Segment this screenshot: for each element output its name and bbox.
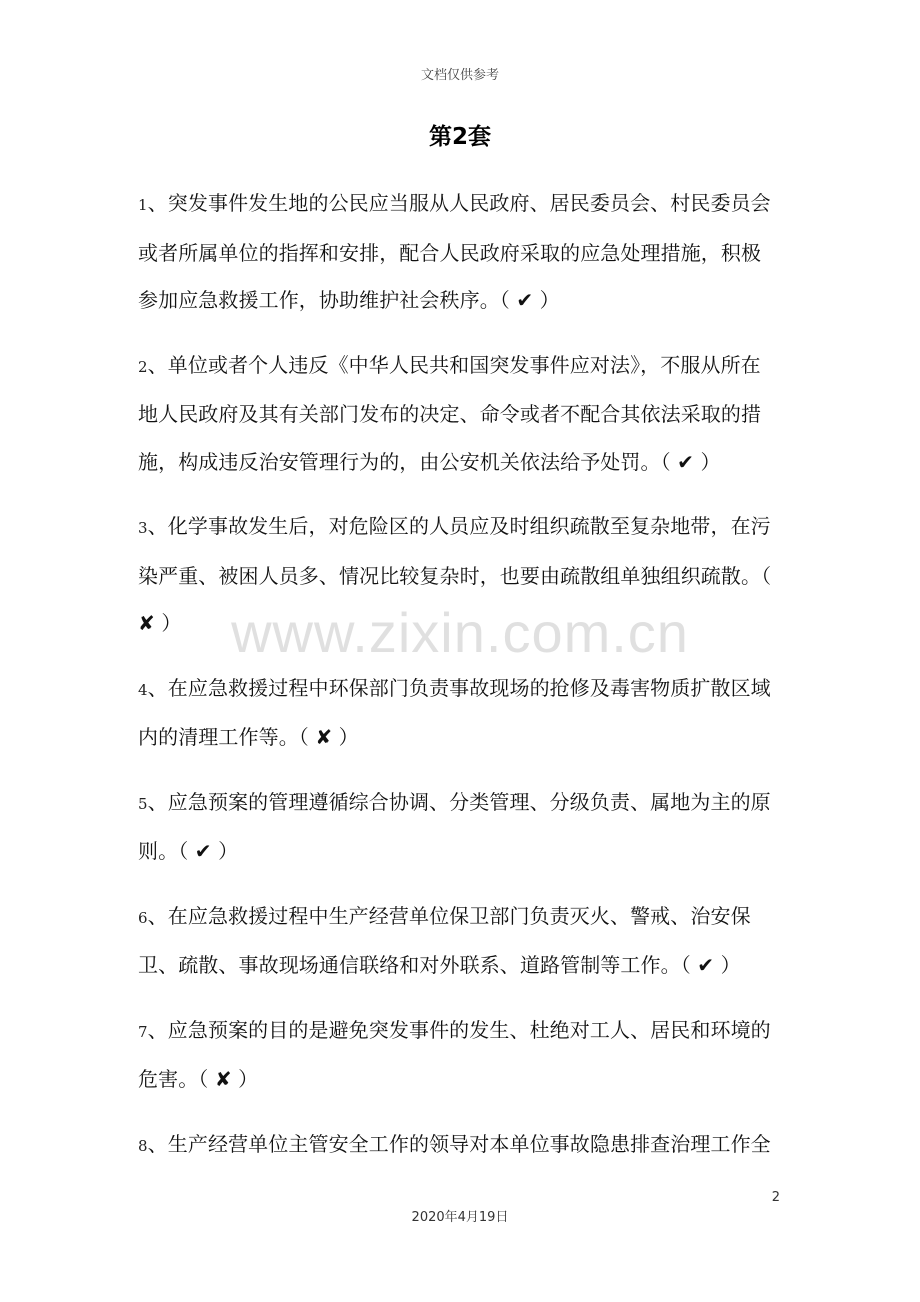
question-list <box>138 180 780 1187</box>
question-separator: 、 <box>147 1017 168 1042</box>
question-text: 应急预案的目的是避免突发事件的发生、杜绝对工人、居民和环境的危害。（ ✘ ） <box>138 1017 771 1091</box>
question-item <box>138 665 780 762</box>
question-separator: 、 <box>147 789 168 814</box>
question-text: 生产经营单位主管安全工作的领导对本单位事故隐患排查治理工作全 <box>167 1131 771 1156</box>
page-title: 第2套 <box>428 124 491 150</box>
question-separator: 、 <box>147 191 168 215</box>
page-number: 2 <box>771 1190 780 1205</box>
question-separator: 、 <box>147 903 168 928</box>
question-number: 3 <box>138 519 148 537</box>
question-text: 化学事故发生后，对危险区的人员应及时组织疏散至复杂地带，在污染严重、被困人员多、情况比较复杂时，也要由疏散组单独组织疏散。（ ✘ ） <box>138 514 772 635</box>
question-number: 6 <box>138 908 148 927</box>
question-item <box>138 1121 780 1171</box>
question-number: 5 <box>138 794 148 813</box>
question-number: 7 <box>138 1022 148 1041</box>
question-text: 在应急救援过程中生产经营单位保卫部门负责灭火、警戒、治安保卫、疏散、事故现场通信联络和对外联系、道路管制等工作。（ ✔ ） <box>138 903 751 977</box>
question-item <box>138 1007 780 1104</box>
question-item <box>138 342 780 487</box>
question-number: 4 <box>138 680 148 699</box>
question-number: 1 <box>138 196 148 214</box>
page-footer-date: 2020年4月19日 <box>411 1210 509 1225</box>
question-text: 应急预案的管理遵循综合协调、分类管理、分级负责、属地为主的原则。（ ✔ ） <box>138 789 771 863</box>
question-text: 单位或者个人违反《中华人民共和国突发事件应对法》，不服从所在地人民政府及其有关部门发布的决定、命令或者不配合其依法采取的措施，构成违反治安管理行为的，由公安机关依法给予处罚。（ ✔ ） <box>138 352 762 474</box>
question-separator: 、 <box>147 1131 168 1156</box>
question-separator: 、 <box>147 514 168 538</box>
question-separator: 、 <box>147 352 168 377</box>
question-number: 8 <box>138 1136 148 1155</box>
question-text: 突发事件发生地的公民应当服从人民政府、居民委员会、村民委员会或者所属单位的指挥和安排，配合人民政府采取的应急处理措施，积极参加应急救援工作，协助维护社会秩序。（ ✔ ） <box>138 191 771 312</box>
question-number: 2 <box>138 357 148 376</box>
question-text: 在应急救援过程中环保部门负责事故现场的抢修及毒害物质扩散区域内的清理工作等。（ ✘ ） <box>138 675 771 749</box>
question-item <box>138 503 780 648</box>
page-header: 文档仅供参考 <box>420 68 499 83</box>
question-separator: 、 <box>147 675 168 700</box>
question-item <box>138 779 780 876</box>
question-item <box>138 893 780 990</box>
question-item <box>138 180 780 325</box>
watermark: www.zixin.com.cn <box>231 601 689 664</box>
